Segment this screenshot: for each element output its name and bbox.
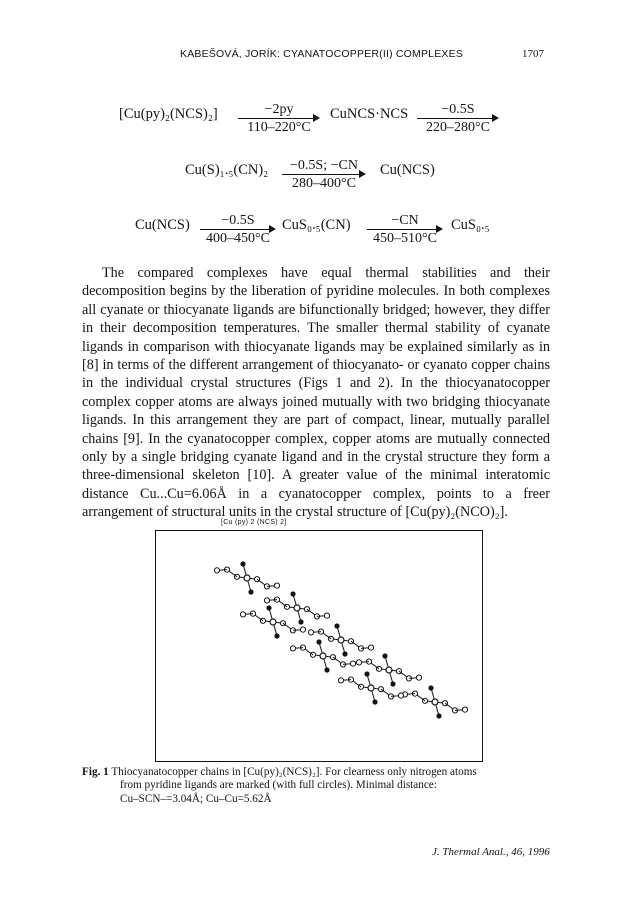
product-label: Cu(NCS) [380, 162, 435, 178]
atom-circle [398, 693, 403, 698]
intermediate-label: CuS₀.₅(CN) [282, 217, 351, 233]
atom-circle [240, 612, 245, 617]
atom-circle [416, 675, 421, 680]
reactant-label: Cu(S)₁.₅(CN)₂ [185, 162, 269, 178]
nitrogen-atom [342, 651, 347, 656]
arrow-condition-bottom: 280–400°C [292, 176, 356, 191]
body-paragraph: The compared complexes have equal thermal stabilities and their decomposition begins by the liberation of pyridine molecules. In both complexes all cyanate or thiocyanate ligands are bifunctionally bridged; however, they differ in their decomposition temperatures. The smaller thermal stability of cyanate ligands in comparison with thiocyanate ligands may be explained similarly as in [8] in terms of the different arrangement of thiocyanato- or cyanato copper chains in the individual crystal structures (Figs 1 and 2). In the thiocyanatocopper complex copper atoms are always joined mutually with two bridging thiocyanate ligands. In this arrangement they are part of compact, linear, mutually parallel chains [9]. In the cyanatocopper complex, copper atoms are mutually connected only by a single bridging cyanate ligand and in the crystal structure they form a three-dimensional skeleton [10]. A greater value of the minimal interatomic distance Cu...Cu=6.06Å in a cyanatocopper complex, points to a freer arrangement of structural units in the crystal structure of [Cu(py)₂(NCO)₂]. [82, 265, 550, 521]
arrow-condition-top: −0.5S [441, 102, 475, 117]
reaction-1 [0, 92, 624, 136]
figure-label: Fig. 1 [82, 766, 109, 778]
journal-citation: J. Thermal Anal., 46, 1996 [432, 846, 550, 858]
reaction-3 [0, 201, 624, 247]
reactant-label: [Cu(py)₂(NCS)₂] [119, 106, 218, 122]
atom-circle [308, 630, 313, 635]
copper-atom [244, 575, 250, 581]
figure-caption [82, 766, 552, 806]
arrow-condition-top: −0.5S; −CN [290, 158, 358, 173]
atom-circle [356, 660, 361, 665]
crystal-structure-diagram [155, 530, 483, 762]
arrow-condition-top: −CN [391, 213, 419, 228]
arrow-condition-bottom: 450–510°C [373, 231, 437, 246]
reaction-arrow [417, 102, 499, 135]
atom-circle [274, 583, 279, 588]
nitrogen-atom [290, 591, 295, 596]
atom-circle [368, 645, 373, 650]
caption-text-line-1: Thiocyanatocopper chains in [Cu(py)₂(NCS)₂]. For clearness only nitrogen atoms [111, 766, 477, 778]
nitrogen-atom [316, 639, 321, 644]
reaction-arrow [200, 213, 276, 246]
figure-structure-tag: [Cu (py) 2 (NCS) 2] [221, 519, 287, 526]
copper-atom [368, 685, 374, 691]
caption-text-line-2: from pyridine ligands are marked (with full circles). Minimal distance: [120, 779, 437, 792]
arrow-condition-bottom: 110–220°C [247, 120, 311, 135]
copper-atom [432, 699, 438, 705]
arrow-condition-bottom: 220–280°C [426, 120, 490, 135]
nitrogen-atom [334, 623, 339, 628]
reaction-arrow [282, 158, 366, 191]
atom-circle [462, 707, 467, 712]
caption-text-line-3: Cu–SCN–=3.04Å; Cu–Cu=5.62Å [120, 792, 272, 805]
atom-circle [214, 568, 219, 573]
nitrogen-atom [428, 685, 433, 690]
intermediate-label: CuNCS·NCS [330, 106, 409, 122]
page-number: 1707 [522, 48, 544, 60]
nitrogen-atom [248, 589, 253, 594]
nitrogen-atom [436, 713, 441, 718]
arrow-condition-top: −0.5S [221, 213, 255, 228]
nitrogen-atom [266, 605, 271, 610]
nitrogen-atom [240, 561, 245, 566]
nitrogen-atom [390, 681, 395, 686]
atom-circle [290, 646, 295, 651]
arrow-condition-bottom: 400–450°C [206, 231, 270, 246]
nitrogen-atom [324, 667, 329, 672]
reaction-arrow [367, 213, 443, 246]
atom-circle [338, 678, 343, 683]
product-label: CuS₀.₅ [451, 217, 490, 233]
reaction-2 [0, 146, 624, 190]
copper-atom [386, 667, 392, 673]
copper-atom [270, 619, 276, 625]
nitrogen-atom [372, 699, 377, 704]
arrow-condition-top: −2py [264, 102, 294, 117]
atom-circle [264, 598, 269, 603]
copper-atom [338, 637, 344, 643]
atom-circle [300, 627, 305, 632]
running-head: KABEŠOVÁ, JORÍK: CYANATOCOPPER(II) COMPLEXES [180, 48, 464, 60]
atom-circle [324, 613, 329, 618]
nitrogen-atom [298, 619, 303, 624]
reaction-arrow [238, 102, 320, 135]
atom-circle [350, 661, 355, 666]
reactant-label: Cu(NCS) [135, 217, 190, 233]
copper-atom [320, 653, 326, 659]
copper-atom [294, 605, 300, 611]
nitrogen-atom [364, 671, 369, 676]
nitrogen-atom [382, 653, 387, 658]
nitrogen-atom [274, 633, 279, 638]
